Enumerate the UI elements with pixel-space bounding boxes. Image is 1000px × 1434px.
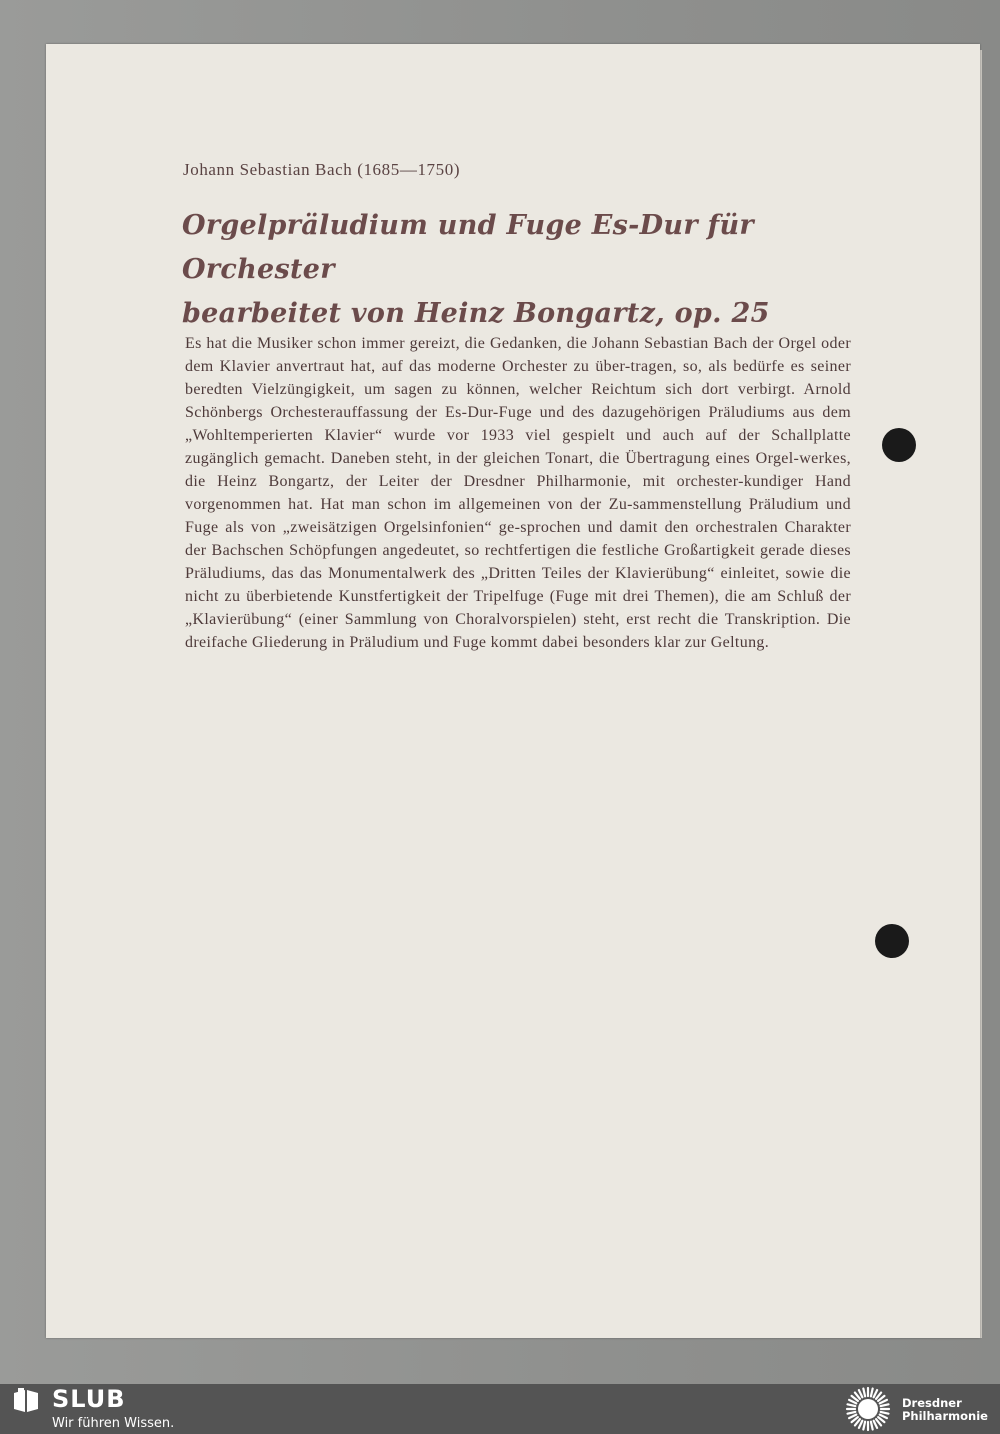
slub-name[interactable]: SLUB <box>52 1385 126 1413</box>
body-paragraph: Es hat die Musiker schon immer gereizt, die Gedanken, die Johann Sebastian Bach der Orgel oder dem Klavier anvertraut hat, auf das moderne Orchester zu über-tragen, so, als bedürfe es seiner beredten Vielzüngigkeit, um sagen zu können, welcher Reichtum sich dort verbirgt. Arnold Schönbergs Orchesterauffassung der Es-Dur-Fuge und des dazugehörigen Präludiums aus dem „Wohltemperierten Klavier“ wurde vor 1933 viel gespielt und auch auf der Schallplatte zugänglich gemacht. Daneben steht, in der gleichen Tonart, die Übertragung eines Orgel-werkes, die Heinz Bongartz, der Leiter der Dresdner Philharmonie, mit orchester-kundiger Hand vorgenommen hat. Hat man schon im allgemeinen von der Zu-sammenstellung Präludium und Fuge als von „zweisätzigen Orgelsinfonien“ ge-sprochen und damit den orchestralen Charakter der Bachschen Schöpfungen angedeutet, so rechtfertigen die festliche Großartigkeit gerade dieses Präludiums, das das Monumentalwerk des „Dritten Teiles der Klavierübung“ einleitet, sowie die nicht zu überbietende Kunstfertigkeit der Tripelfuge (Fuge mit drei Themen), die am Schluß der „Klavierübung“ (einer Sammlung von Choralvorspielen) steht, erst recht die Transkription. Die dreifache Gliederung in Präludium und Fuge kommt dabei besonders klar zur Geltung. <box>185 335 851 651</box>
sunburst-logo-icon[interactable] <box>842 1386 894 1432</box>
punch-hole <box>882 428 916 462</box>
title-line-2: bearbeitet von Heinz Bongartz, op. 25 <box>182 298 770 329</box>
punch-hole <box>875 924 909 958</box>
partner-name[interactable] <box>902 1397 988 1423</box>
title-line-1: Orgelpräludium und Fuge Es-Dur für Orchester <box>182 210 754 285</box>
partner-name-line-2: Philharmonie <box>902 1409 988 1423</box>
page-title <box>182 204 882 336</box>
slub-tagline: Wir führen Wissen. <box>52 1416 175 1431</box>
author-line: Johann Sebastian Bach (1685—1750) <box>183 160 461 179</box>
slub-book-icon[interactable] <box>12 1387 40 1415</box>
partner-name-line-1: Dresdner <box>902 1396 962 1410</box>
